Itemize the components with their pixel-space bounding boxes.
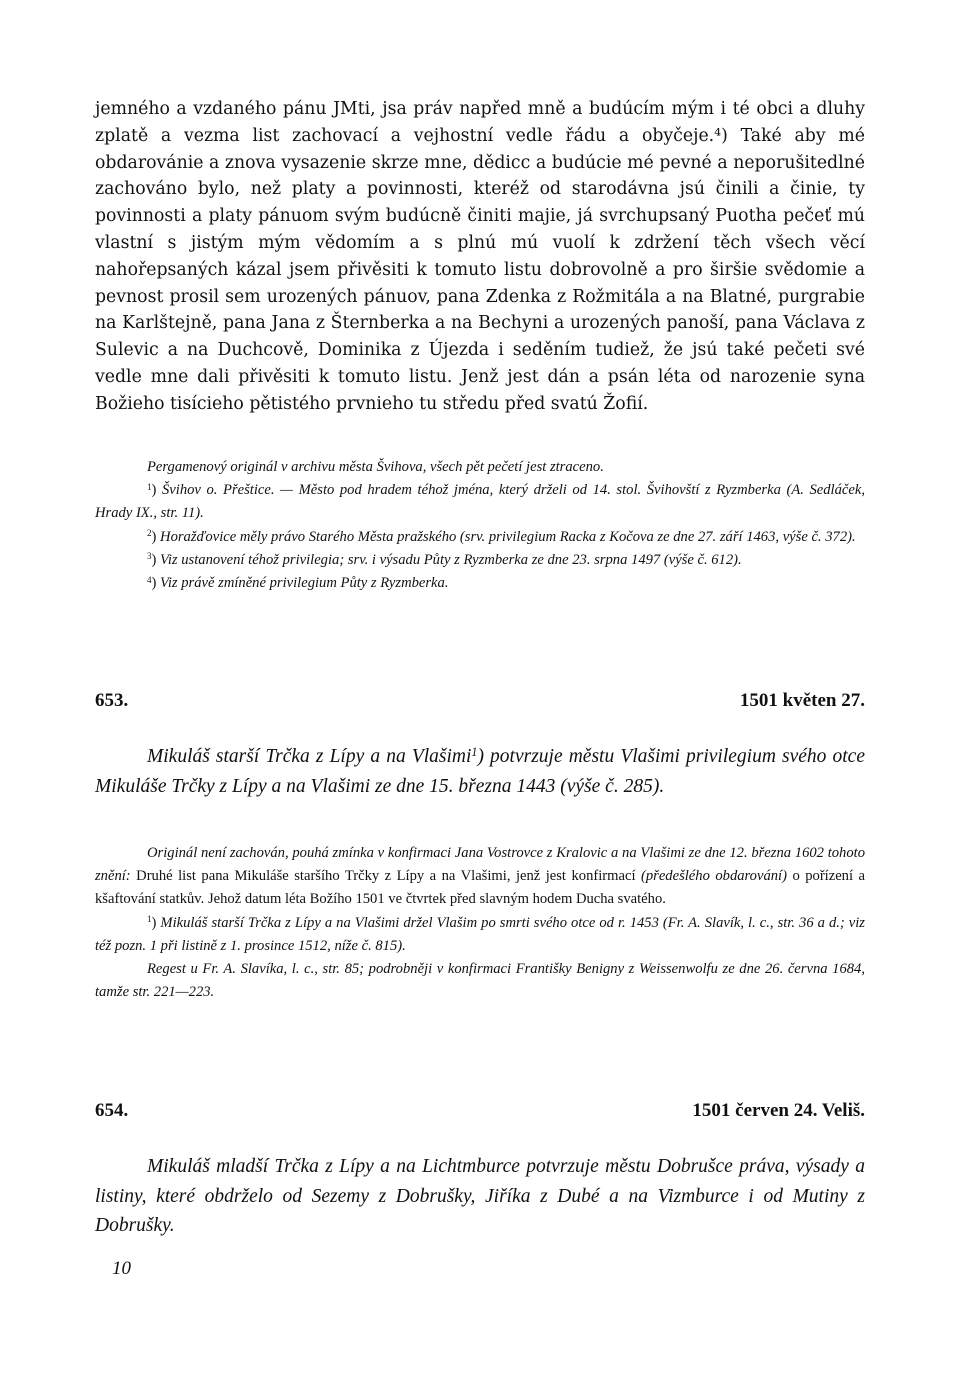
note-653-source: Originál není zachován, pouhá zmínka v konfirmaci Jana Vostrovce z Kralovic a na Vlašimi ze dne 12. března 1602 tohoto znění: Druhé list pana Mikuláše staršího Trčky z Lípy a na Vlašimi, jenž jest konfirmací (předešlého obdarování) o pořízení a kšaftování statkův. Jehož datum léta Božího 1501 ve čtvrtek před slavným hodem Ducha svatého.: [95, 845, 865, 908]
notes-653: [95, 842, 865, 1004]
footnote-4: $^4$) Viz právě zmíněné privilegium Půty z Ryzmberka.: [147, 574, 449, 592]
footnote-3: $^3$) Viz ustanovení téhož privilegia; srv. i výsadu Půty z Ryzmberka ze dne 23. srpna 1497 (výše č. 612).: [147, 551, 742, 568]
entry-653-regest: Mikuláš starší Trčka z Lípy a na Vlašimi$^1$) potvrzuje městu Vlašimi privilegium svého otce Mikuláše Trčky z Lípy a na Vlašimi ze dne 15. března 1443 (výše č. 285).: [95, 744, 865, 797]
entry-654-date: 1501 červen 24. Veliš.: [692, 1100, 865, 1121]
note-653-regest-ref: Regest u Fr. A. Slavíka, l. c., str. 85; podrobněji v konfirmaci Františky Benigny z Weissenwolfu ze dne 26. června 1684, tamže str. 221—223.: [95, 961, 865, 1001]
entry-654-heading: [95, 1100, 865, 1122]
note-653-footnote-1: $^1$) Mikuláš starší Trčka z Lípy a na Vlašimi držel Vlašim po smrti svého otce od r. 1453 (Fr. A. Slavík, l. c., str. 36 a d.; viz též pozn. 1 při listině z 1. prosince 1512, níže č. 815).: [95, 914, 865, 954]
entry-654-regest: Mikuláš mladší Trčka z Lípy a na Lichtmburce potvrzuje městu Dobrušce práva, výsady a listiny, které obdrželo od Sezemy z Dobrušky, Jiříka z Dubé a na Vizmburce i od Mutiny z Dobrušky.: [95, 1156, 865, 1236]
page-number: 10: [112, 1258, 131, 1279]
footnote-2: $^2$) Horažďovice měly právo Starého Města pražského (srv. privilegium Racka z Kočova ze dne 27. září 1463, výše č. 372).: [147, 528, 856, 545]
entry-653-date: 1501 květen 27.: [739, 690, 865, 711]
notes-652: [95, 456, 865, 595]
note-source: Pergamenový originál v archivu města Švihova, všech pět pečetí jest ztraceno.: [147, 459, 604, 475]
entry-653-number: 653.: [95, 690, 129, 711]
footnote-1: $^1$) Švihov o. Přeštice. — Město pod hradem téhož jména, který drželi od 14. stol. Švihovští z Ryzmberka (A. Sedláček, Hrady IX., str. 11).: [95, 481, 865, 522]
charter-text: jemného a vzdaného pánu JMti, jsa práv napřed mně a budúcím mým i té obci a dluhy zplatě a vezma list zachovací a vejhostní vedle řádu a obyčeje.⁴) Také aby mé obdarovánie a znova vysazenie skrze mne, dědicc a budúcie mé pevné a neporušitedlné zachováno bylo, než platy a povinnosti, kteréž od starodávna jsú činili a činie, ty povinnosti a platy pánuom svým budúcně činiti majie, já svrchupsaný Puotha pečeť mú vlastní s jistým mým vědomím a s plnú mú vuolí k zdržení těch všech věcí nahořepsaných kázal jsem přivěsiti k tomuto listu dobrovolně a pro širšie svědomie a pevnost prosil sem urozených pánuov, pana Zdenka z Rožmitála a na Blatné, purgrabie na Karlštejně, pana Jana z Šternberka a na Bechyni a urozených panoší, pana Václava z Sulevic a na Duchcově, Dominika z Újezda i seděním tudiež, že jsú také pečeti své vedle mne dali přivěsiti k tomuto listu. Jenž jest dán a psán léta od narozenie syna Božieho tisícieho pětistého prvnieho tu středu před svatú Žofií.: [95, 99, 865, 414]
entry-653-heading: [95, 690, 865, 712]
entry-654-number: 654.: [95, 1100, 129, 1121]
